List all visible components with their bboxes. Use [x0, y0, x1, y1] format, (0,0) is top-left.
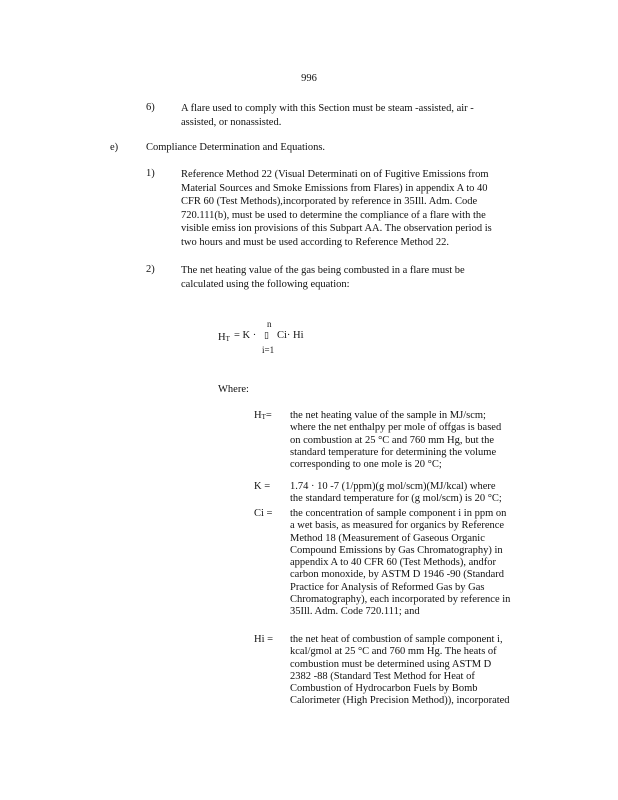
term-ci: Ci =: [254, 508, 273, 519]
text-line: kcal/gmol at 25 °C and 760 mm Hg. The heats of: [290, 646, 497, 658]
summation-symbol: ▯: [264, 330, 269, 340]
section-e-heading: Compliance Determination and Equations.: [146, 142, 326, 153]
text-line: Compound Emissions by Gas Chromatography) in: [290, 544, 503, 556]
where-label: Where:: [218, 384, 249, 395]
text-line: the standard temperature for (g mol/scm) is 20 °C;: [290, 493, 502, 505]
text-line: 1.74 · 10 -7 (1/ppm)(g mol/scm)(MJ/kcal) where: [290, 481, 496, 492]
section-e-marker: e): [110, 142, 119, 153]
sum-upper-limit: n: [267, 319, 272, 329]
text-line: corresponding to one mole is 20 °C;: [290, 459, 442, 471]
definition-text: [290, 634, 540, 708]
equation-lhs: $H_T$: [218, 332, 230, 343]
definition-text: [290, 410, 540, 471]
text-line: Practice for Analysis of Reformed Gas by Gas: [290, 581, 485, 593]
item-1-marker: 1): [146, 168, 155, 179]
text-line: combustion must be determined using ASTM D: [290, 658, 492, 670]
term-ht: $H_T=$: [254, 410, 272, 421]
text-line: Chromatography), each incorporated by reference in: [290, 594, 511, 606]
text-line: assisted, or nonassisted.: [181, 116, 282, 128]
text-line: CFR 60 (Test Methods),incorporated by reference in 35Ill. Adm. Code: [181, 196, 478, 207]
item-2-marker: 2): [146, 264, 155, 275]
text-line: appendix A to 40 CFR 60 (Test Methods), andfor: [290, 557, 497, 569]
text-line: the net heating value of the sample in MJ/scm;: [290, 410, 486, 421]
text-line: 2382 -88 (Standard Test Method for Heat of: [290, 670, 475, 682]
page-number: 996: [301, 73, 317, 84]
text-line: Method 18 (Measurement of Gaseous Organic: [290, 532, 485, 544]
text-line: Combustion of Hydrocarbon Fuels by Bomb: [290, 683, 478, 695]
equation-summand: Ci· Hi: [277, 330, 304, 341]
text-line: visible emiss ion provisions of this Subpart AA. The observation period is: [181, 223, 492, 234]
text-line: Calorimeter (High Precision Method)), incorporated: [290, 695, 510, 707]
definition-ci: [254, 508, 544, 622]
definition-ht: [254, 410, 544, 476]
text-line: Reference Method 22 (Visual Determinati on of Fugitive Emissions from: [181, 169, 489, 180]
text-line: on combustion at 25 °C and 760 mm Hg, but the: [290, 434, 494, 446]
text-line: the concentration of sample component i in ppm on: [290, 508, 507, 519]
text-line: calculated using the following equation:: [181, 278, 350, 290]
definition-hi: [254, 634, 544, 714]
text-line: standard temperature for determining the volume: [290, 446, 497, 458]
definition-text: [290, 481, 540, 506]
item-6-marker: 6): [146, 102, 155, 113]
text-line: the net heat of combustion of sample component i,: [290, 634, 503, 645]
text-line: where the net enthalpy per mole of offgas is based: [290, 422, 502, 434]
definition-text: [290, 508, 540, 619]
term-k: K =: [254, 481, 271, 492]
text-line: two hours and must be used according to Reference Method 22.: [181, 236, 449, 248]
definition-k: [254, 481, 544, 507]
item-1-text: [181, 168, 533, 249]
text-line: The net heating value of the gas being combusted in a flare must be: [181, 265, 465, 276]
text-line: carbon monoxide, by ASTM D 1946 -90 (Standard: [290, 569, 505, 581]
item-2-text: [181, 264, 506, 291]
text-line: 720.111(b), must be used to determine the compliance of a flare with the: [181, 209, 486, 221]
term-hi: Hi =: [254, 634, 274, 645]
item-6-text: [181, 102, 511, 129]
text-line: 35Ill. Adm. Code 720.111; and: [290, 606, 420, 618]
equation-equals-k: = K ·: [234, 330, 257, 341]
text-line: a wet basis, as measured for organics by Reference: [290, 520, 505, 532]
text-line: A flare used to comply with this Section must be steam -assisted, air -: [181, 103, 474, 114]
sum-lower-limit: i=1: [262, 345, 275, 355]
text-line: Material Sources and Smoke Emissions from Flares) in appendix A to 40: [181, 182, 488, 194]
